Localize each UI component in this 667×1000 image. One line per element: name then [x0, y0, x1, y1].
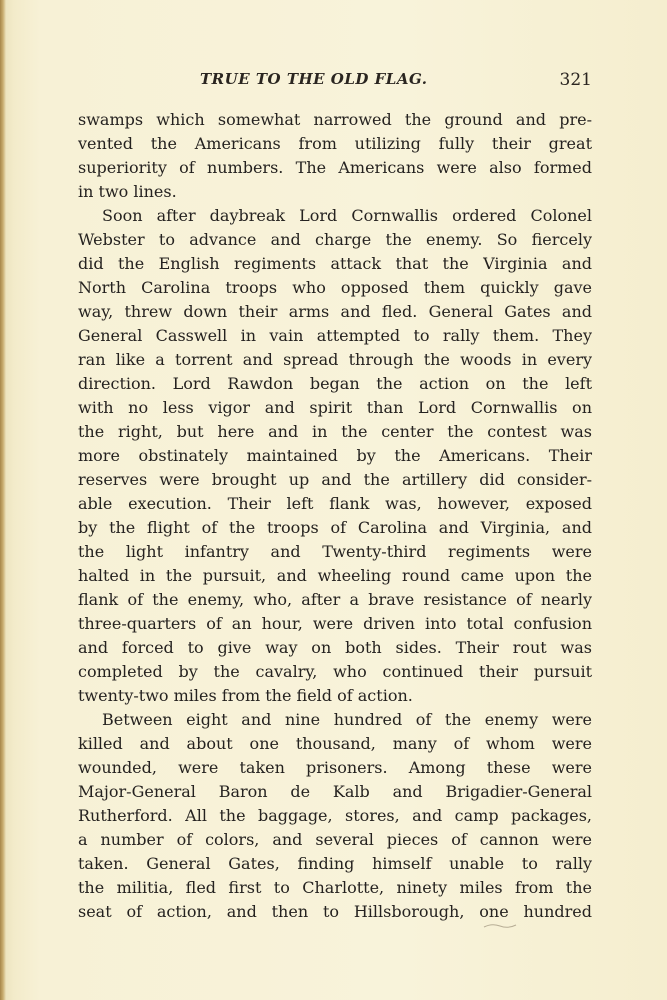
- text-line: the right, but here and in the center the contest was: [78, 422, 592, 441]
- text-line: taken. General Gates, finding himself unable to rally: [78, 854, 592, 873]
- text-line: able execution. Their left flank was, however, exposed: [78, 494, 592, 513]
- text-line: a number of colors, and several pieces of cannon were: [78, 830, 592, 849]
- text-line: three-quarters of an hour, were driven into total confusion: [78, 614, 592, 633]
- page-header: [78, 70, 592, 96]
- text-line: killed and about one thousand, many of whom were: [78, 734, 592, 753]
- text-line: ran like a torrent and spread through the woods in every: [78, 350, 592, 369]
- text-line: and forced to give way on both sides. Their rout was: [78, 638, 592, 657]
- text-line: with no less vigor and spirit than Lord Cornwallis on: [78, 398, 592, 417]
- text-line: flank of the enemy, who, after a brave resistance of nearly: [78, 590, 592, 609]
- page-number: 321: [559, 70, 592, 90]
- text-line: Rutherford. All the baggage, stores, and camp packages,: [78, 806, 592, 825]
- paragraph-start-line: Between eight and nine hundred of the enemy were: [102, 710, 592, 729]
- running-head: TRUE TO THE OLD FLAG.: [200, 70, 428, 88]
- text-line: wounded, were taken prisoners. Among these were: [78, 758, 592, 777]
- text-line: the militia, fled first to Charlotte, ninety miles from the: [78, 878, 592, 897]
- text-line: vented the Americans from utilizing fully their great: [78, 134, 592, 153]
- text-line: way, threw down their arms and fled. General Gates and: [78, 302, 592, 321]
- text-line: seat of action, and then to Hillsborough, one hundred: [78, 902, 592, 921]
- text-line: superiority of numbers. The Americans were also formed: [78, 158, 592, 177]
- paragraph-start-line: Soon after daybreak Lord Cornwallis ordered Colonel: [102, 206, 592, 225]
- text-line: halted in the pursuit, and wheeling round came upon the: [78, 566, 592, 585]
- text-line: in two lines.: [78, 182, 177, 201]
- page-spine-edge: [0, 0, 6, 1000]
- text-line: more obstinately maintained by the Americans. Their: [78, 446, 592, 465]
- text-line: General Casswell in vain attempted to rally them. They: [78, 326, 592, 345]
- text-line: Major-General Baron de Kalb and Brigadier-General: [78, 782, 592, 801]
- text-line: twenty-two miles from the field of action.: [78, 686, 413, 705]
- text-line: completed by the cavalry, who continued their pursuit: [78, 662, 592, 681]
- text-line: swamps which somewhat narrowed the ground and pre-: [78, 110, 592, 129]
- text-line: the light infantry and Twenty-third regiments were: [78, 542, 592, 561]
- text-line: North Carolina troops who opposed them quickly gave: [78, 278, 592, 297]
- text-line: direction. Lord Rawdon began the action on the left: [78, 374, 592, 393]
- body-text: [78, 108, 592, 924]
- text-line: Webster to advance and charge the enemy. So fiercely: [78, 230, 592, 249]
- text-line: reserves were brought up and the artillery did consider-: [78, 470, 592, 489]
- text-line: did the English regiments attack that the Virginia and: [78, 254, 592, 273]
- catchword-flourish-mark: [483, 922, 517, 930]
- text-line: by the flight of the troops of Carolina and Virginia, and: [78, 518, 592, 537]
